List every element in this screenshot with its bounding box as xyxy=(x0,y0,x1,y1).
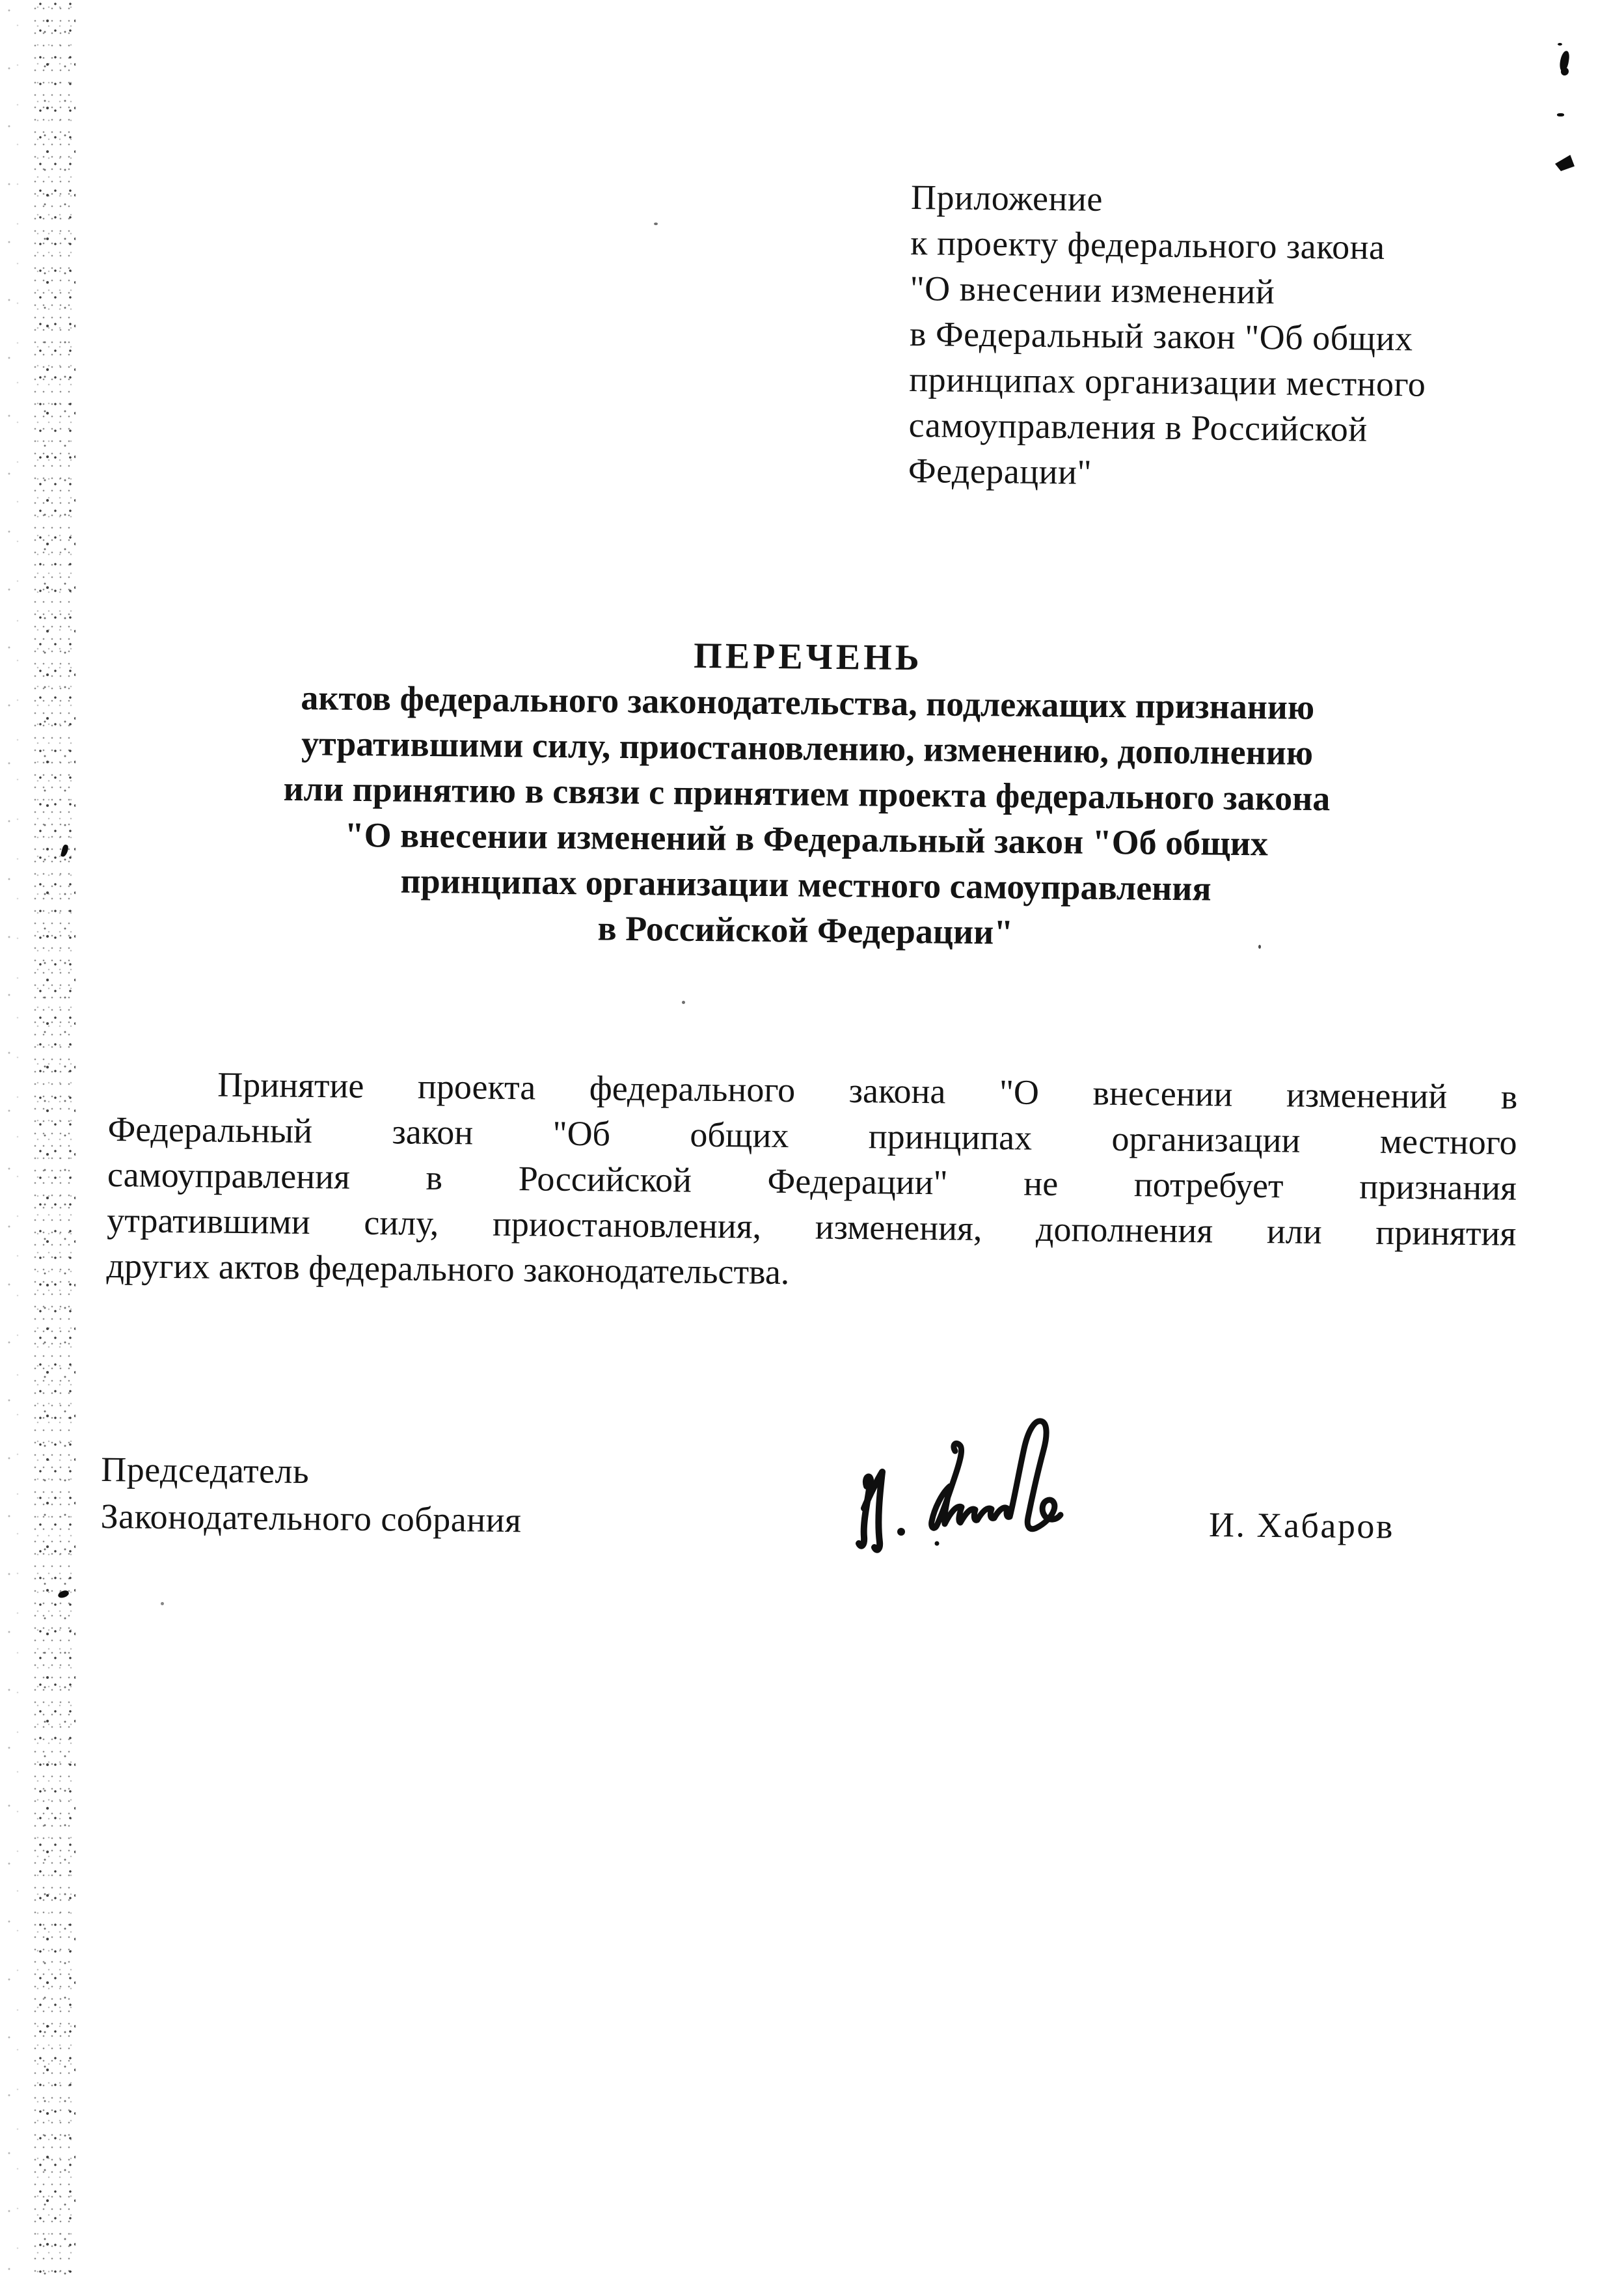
body-line-4: утратившими силу, приостановления, изменения, дополнения или принятия xyxy=(107,1200,1517,1253)
title-line-6: в Российской Федерации" xyxy=(597,908,1014,952)
signatory-name: И. Хабаров xyxy=(1208,1505,1395,1546)
body-line-5: других актов федерального законодательства. xyxy=(106,1245,790,1292)
appendix-line-7: Федерации" xyxy=(908,450,1092,492)
ink-tick-mark xyxy=(1558,43,1562,46)
position-line-1: Председатель xyxy=(101,1450,310,1491)
body-line-3: самоуправления в Российской Федерации" не потребует признания xyxy=(107,1155,1517,1208)
appendix-line-1: Приложение xyxy=(910,178,1103,219)
position-line-2: Законодательного собрания xyxy=(100,1496,522,1540)
list-title-block xyxy=(155,628,1459,959)
ink-wedge-mark xyxy=(1555,155,1575,171)
scan-edge-noise-inner xyxy=(33,0,75,2282)
ink-dot-mark xyxy=(161,1602,164,1605)
title-line-2: утратившими силу, приостановлению, изменению, дополнению xyxy=(301,724,1314,773)
ink-dash-mark xyxy=(1557,113,1564,116)
appendix-line-5: принципах организации местного xyxy=(909,359,1426,404)
scan-edge-noise-outer xyxy=(3,0,33,2282)
ink-dot-mark xyxy=(682,1001,685,1004)
handwritten-signature xyxy=(839,1381,1100,1615)
title-line-1: актов федерального законодательства, подлежащих признанию xyxy=(301,678,1315,727)
ink-dot-mark xyxy=(654,223,658,225)
body-line-1: Принятие проекта федерального закона "О внесении изменений в xyxy=(217,1065,1518,1117)
ink-blob-mark xyxy=(1561,68,1569,75)
title-line-4: "О внесении изменений в Федеральный закон "Об общих xyxy=(344,815,1269,863)
appendix-line-2: к проекту федерального закона xyxy=(910,223,1385,267)
body-paragraph xyxy=(106,1061,1517,1302)
title-line-3: или принятию в связи с принятием проекта федерального закона xyxy=(283,768,1331,819)
signatory-position xyxy=(100,1446,522,1543)
title-line-5: принципах организации местного самоуправления xyxy=(400,861,1211,908)
appendix-line-4: в Федеральный закон "Об общих xyxy=(909,314,1413,359)
document-title: ПЕРЕЧЕНЬ xyxy=(693,635,923,679)
appendix-reference-block xyxy=(908,174,1428,498)
body-line-2: Федеральный закон "Об общих принципах организации местного xyxy=(107,1109,1517,1162)
ink-dot-mark xyxy=(1258,945,1261,949)
comma-mark xyxy=(61,844,69,858)
ink-speck-mark xyxy=(57,1590,70,1599)
appendix-line-6: самоуправления в Российской xyxy=(908,405,1368,449)
appendix-line-3: "О внесении изменений xyxy=(910,269,1275,312)
